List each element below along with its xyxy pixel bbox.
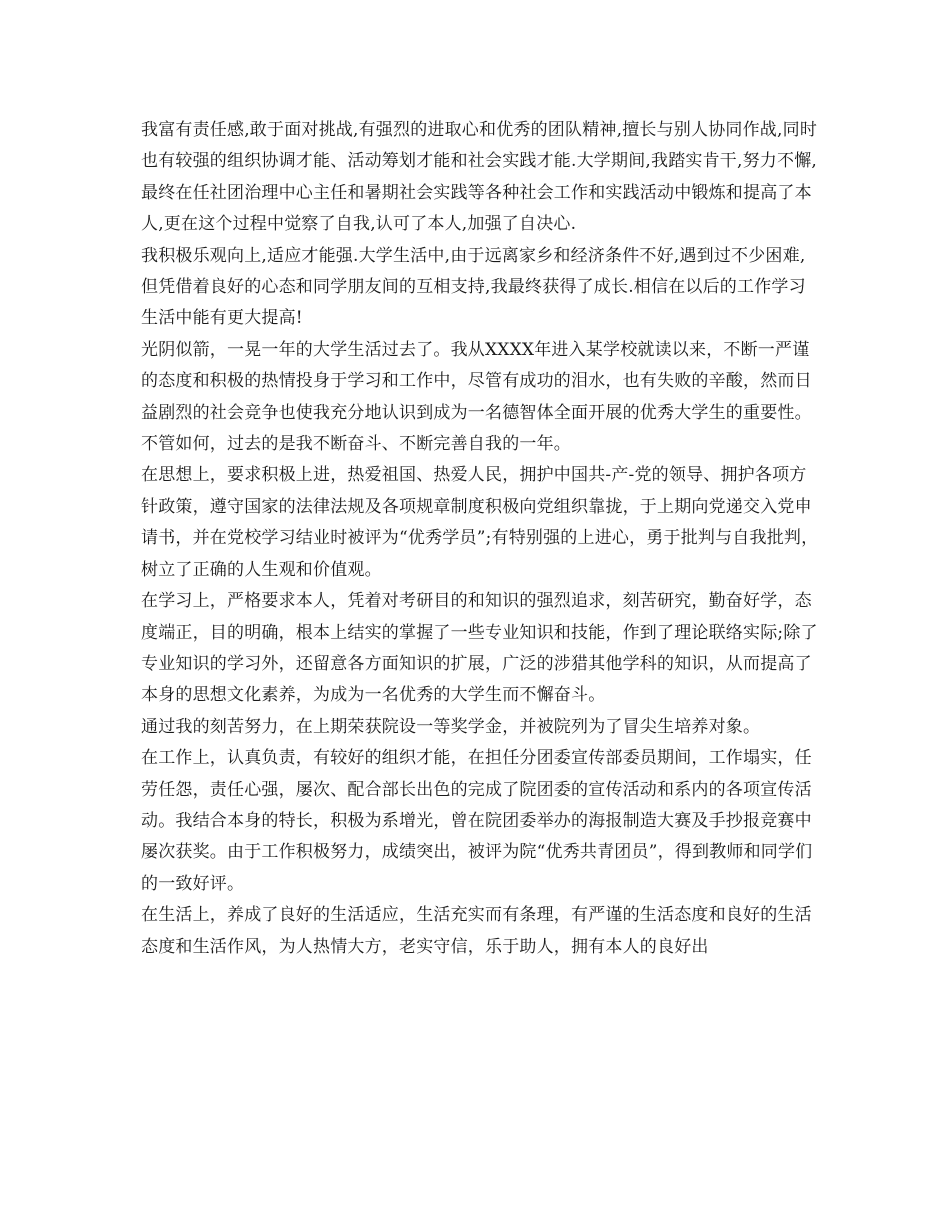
paragraph: 通过我的刻苦努力，在上期荣获院设一等奖学金，并被院列为了冒尖生培养对象。 [141, 716, 761, 737]
paragraph: 在生活上，养成了良好的生活适应，生活充实而有条理，有严谨的生活态度和良好的生活态度和生活作风，为人热情大方，老实守信，乐于助人，拥有本人的良好出 [141, 905, 812, 957]
paragraph: 我积极乐观向上,适应才能强.大学生活中,由于远离家乡和经济条件不好,遇到过不少困难,但凭借着良好的心态和同学朋友间的互相支持,我最终获得了成长.相信在以后的工作学习生活中能有更大提高! [141, 245, 806, 329]
paragraph: 光阴似箭，一晃一年的大学生活过去了。我从XXXX年进入某学校就读以来，不断一严谨的态度和积极的热情投身于学习和工作中，尽管有成功的泪水，也有失败的辛酸，然而日益剧烈的社会竞争也使我充分地认识到成为一名德智体全面开展的优秀大学生的重要性。不管如何，过去的是我不断奋斗、不断完善自我的一年。 [141, 339, 812, 455]
paragraph: 在学习上，严格要求本人，凭着对考研目的和知识的强烈追求，刻苦研究，勤奋好学，态度端正，目的明确，根本上结实的掌握了一些专业知识和技能，作到了理论联络实际;除了专业知识的学习外，还留意各方面知识的扩展，广泛的涉猎其他学科的知识，从而提高了本身的思想文化素养，为成为一名优秀的大学生而不懈奋斗。 [141, 591, 818, 706]
document-body [141, 115, 821, 963]
paragraph: 我富有责任感,敢于面对挑战,有强烈的进取心和优秀的团队精神,擅长与别人协同作战,同时也有较强的组织协调才能、活动筹划才能和社会实践才能.大学期间,我踏实肯干,努力不懈,最终在任社团治理中心主任和暑期社会实践等各种社会工作和实践活动中锻炼和提高了本人,更在这个过程中觉察了自我,认可了本人,加强了自决心. [141, 120, 818, 235]
paragraph: 在思想上，要求积极上进，热爱祖国、热爱人民，拥护中国共-产-党的领导、拥护各项方针政策，遵守国家的法律法规及各项规章制度积极向党组织靠拢，于上期向党递交入党申请书，并在党校学习结业时被评为“优秀学员”;有特别强的上进心，勇于批判与自我批判，树立了正确的人生观和价值观。 [141, 465, 819, 580]
paragraph: 在工作上，认真负责，有较好的组织才能，在担任分团委宣传部委员期间，工作塌实，任劳任怨，责任心强，屡次、配合部长出色的完成了院团委的宣传活动和系内的各项宣传活动。我结合本身的特长，积极为系增光，曾在院团委举办的海报制造大赛及手抄报竞赛中屡次获奖。由于工作积极努力，成绩突出，被评为院“优秀共青团员”，得到教师和同学们的一致好评。 [141, 748, 813, 894]
